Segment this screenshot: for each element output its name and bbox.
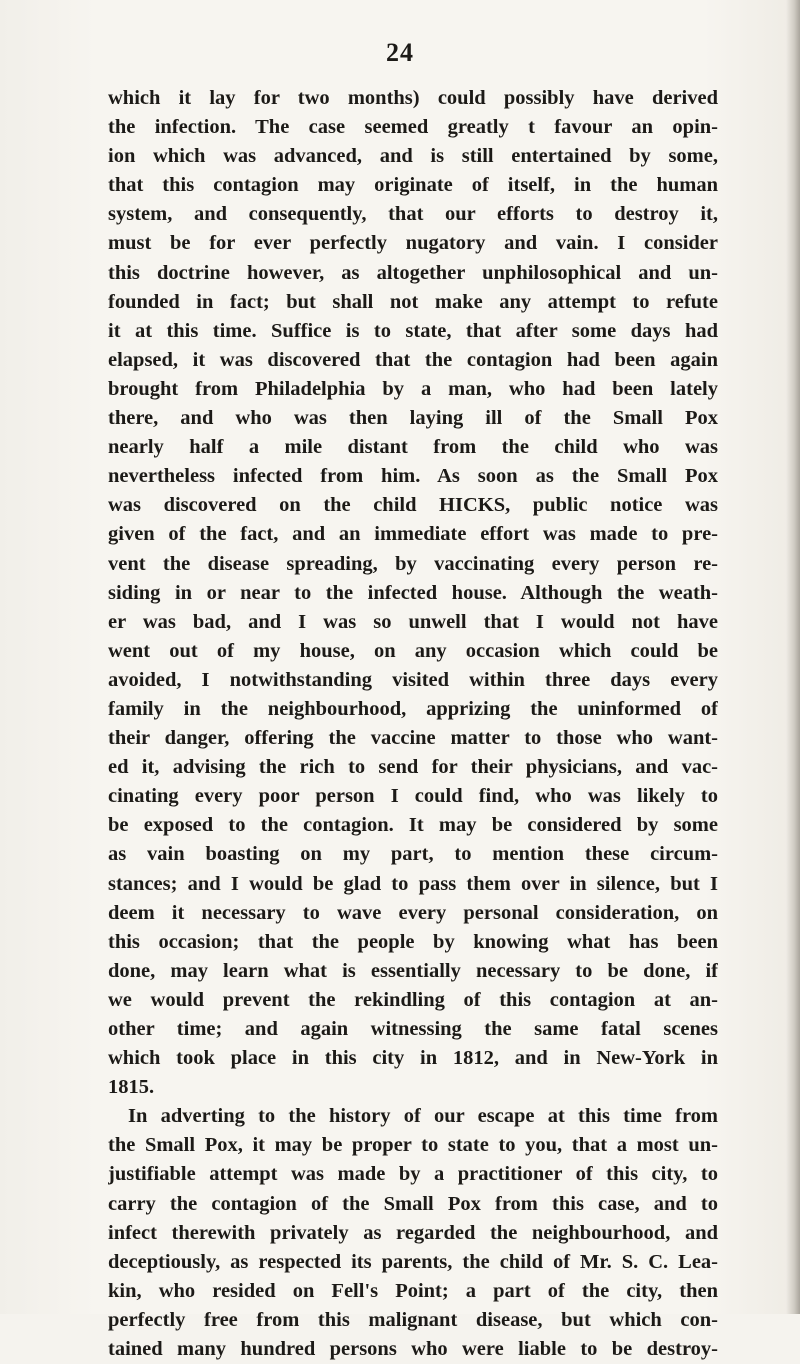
text-line: vent the disease spreading, by vaccinating every person re- [108,552,718,575]
text-line: their danger, offering the vaccine matter to those who want- [108,727,718,750]
text-line: cinating every poor person I could find, who was likely to [108,785,718,808]
text-line: justifiable attempt was made by a practitioner of this city, to [108,1163,718,1186]
body-text [108,84,718,1364]
text-line: went out of my house, on any occasion which could be [108,639,718,662]
text-line: tained many hundred persons who were liable to be destroy- [108,1338,718,1361]
text-line: ion which was advanced, and is still entertained by some, [108,145,718,168]
page-number: 24 [386,38,414,67]
page-spine-shadow [786,0,800,1314]
text-line: it at this time. Suffice is to state, that after some days had [108,319,718,342]
text-line: perfectly free from this malignant disease, but which con- [108,1308,718,1331]
text-line: nearly half a mile distant from the child who was [108,436,718,459]
text-line: In adverting to the history of our escape at this time from [128,1105,718,1128]
text-line: this doctrine however, as altogether unphilosophical and un- [108,261,718,284]
text-line: given of the fact, and an immediate effort was made to pre- [108,523,718,546]
text-line: kin, who resided on Fell's Point; a part of the city, then [108,1279,718,1302]
text-line: which it lay for two months) could possibly have derived [108,87,718,109]
text-line: the infection. The case seemed greatly t favour an opin- [108,116,718,139]
text-line: this occasion; that the people by knowing what has been [108,930,718,953]
text-line: ed it, advising the rich to send for their physicians, and vac- [108,756,718,779]
text-line: deem it necessary to wave every personal consideration, on [108,901,718,924]
text-line: done, may learn what is essentially necessary to be done, if [108,959,718,982]
text-line: stances; and I would be glad to pass them over in silence, but I [108,872,718,895]
text-line: elapsed, it was discovered that the contagion had been again [108,348,718,371]
text-line: er was bad, and I was so unwell that I would not have [108,610,718,633]
text-line: infect therewith privately as regarded the neighbourhood, and [108,1221,718,1244]
text-line: as vain boasting on my part, to mention these circum- [108,843,718,866]
text-line: 1815. [108,1076,155,1099]
text-line: nevertheless infected from him. As soon as the Small Pox [108,465,718,488]
text-line: deceptiously, as respected its parents, the child of Mr. S. C. Lea- [108,1250,718,1273]
text-line: was discovered on the child HICKS, public notice was [108,494,718,517]
text-line: carry the contagion of the Small Pox from this case, and to [108,1192,718,1215]
text-line: the Small Pox, it may be proper to state to you, that a most un- [108,1134,718,1157]
text-line: founded in fact; but shall not make any attempt to refute [108,290,718,313]
text-line: must be for ever perfectly nugatory and vain. I consider [108,232,718,255]
text-line: there, and who was then laying ill of the Small Pox [108,407,718,430]
text-line: that this contagion may originate of itself, in the human [108,174,718,197]
text-line: which took place in this city in 1812, and in New-York in [108,1047,718,1070]
text-line: be exposed to the contagion. It may be considered by some [108,814,718,837]
text-line: system, and consequently, that our efforts to destroy it, [108,203,718,226]
text-line: family in the neighbourhood, apprizing the uninformed of [108,697,718,720]
text-line: siding in or near to the infected house. Although the weath- [108,581,718,604]
text-line: we would prevent the rekindling of this contagion at an- [108,988,718,1011]
text-line: other time; and again witnessing the same fatal scenes [108,1018,718,1040]
text-line: brought from Philadelphia by a man, who had been lately [108,377,718,400]
text-line: avoided, I notwithstanding visited within three days every [108,668,718,691]
